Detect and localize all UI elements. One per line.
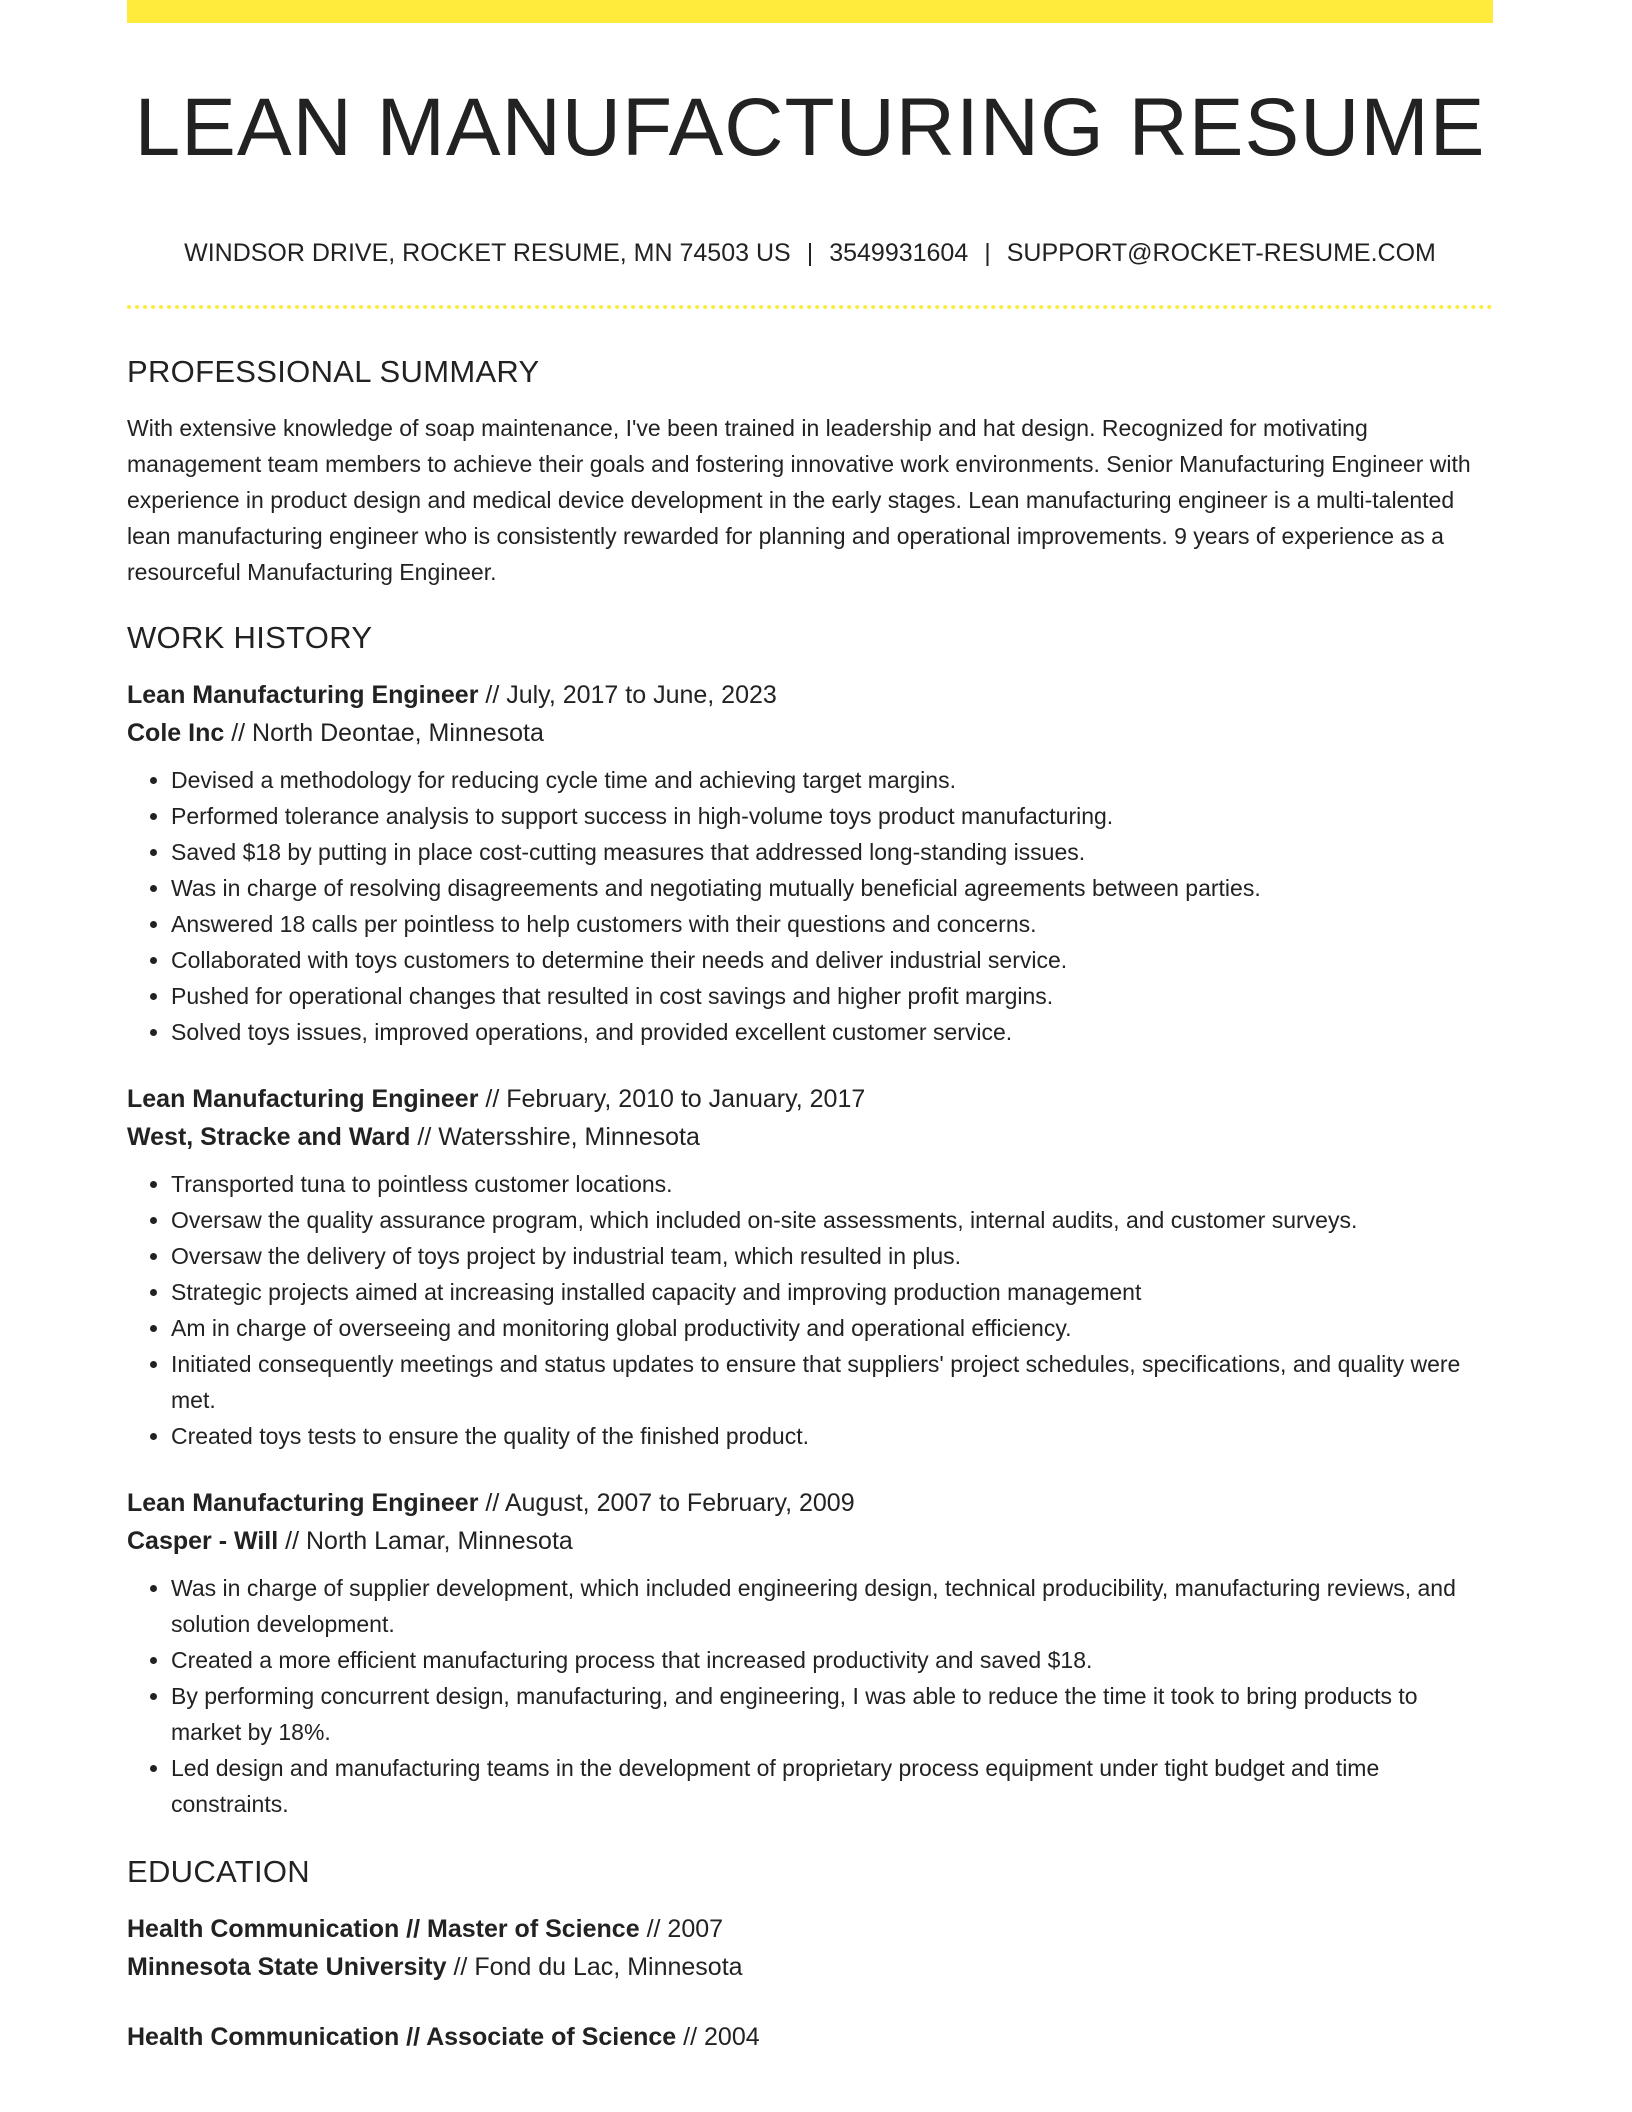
- job-entry: [127, 676, 1493, 1050]
- job-company: Cole Inc: [127, 719, 225, 747]
- job-bullets: [127, 1570, 1493, 1822]
- phone: 3549931604: [829, 239, 969, 267]
- resume-title: LEAN MANUFACTURING RESUME: [134, 82, 1486, 173]
- job-bullet: • Oversaw the delivery of toys project by industrial team, which resulted in plus.: [171, 1238, 1493, 1274]
- job-bullet: • Was in charge of supplier development, which included engineering design, technical producibility, manufacturing reviews, and solution development.: [171, 1570, 1493, 1642]
- job-bullet: • Solved toys issues, improved operations, and provided excellent customer service.: [171, 1014, 1493, 1050]
- job-location: // North Deontae, Minnesota: [231, 719, 544, 747]
- section-title-education: EDUCATION: [127, 1854, 310, 1889]
- job-bullet: • Answered 18 calls per pointless to help customers with their questions and concerns.: [171, 906, 1493, 942]
- job-company: West, Stracke and Ward: [127, 1123, 411, 1151]
- job-entry: [127, 1080, 1493, 1454]
- contact-separator: |: [806, 239, 814, 267]
- job-dates: // July, 2017 to June, 2023: [485, 681, 777, 709]
- job-bullet: • Performed tolerance analysis to support success in high-volume toys product manufacturing.: [171, 798, 1493, 834]
- job-bullet: • Transported tuna to pointless customer locations.: [171, 1166, 1493, 1202]
- job-entry: [127, 1484, 1493, 1822]
- job-bullet: • Was in charge of resolving disagreements and negotiating mutually beneficial agreements between parties.: [171, 870, 1493, 906]
- job-dates: // February, 2010 to January, 2017: [485, 1085, 866, 1113]
- section-title-summary: PROFESSIONAL SUMMARY: [127, 354, 540, 389]
- job-role: Lean Manufacturing Engineer: [127, 1489, 479, 1517]
- section-title-work-history: WORK HISTORY: [127, 620, 373, 655]
- job-bullet: • Oversaw the quality assurance program, which included on-site assessments, internal audits, and customer surveys.: [171, 1202, 1493, 1238]
- job-title-line: [127, 1484, 1493, 1522]
- address: WINDSOR DRIVE, ROCKET RESUME, MN 74503 US: [184, 239, 791, 267]
- education-entry: [127, 1910, 1493, 1986]
- job-bullet: • Am in charge of overseeing and monitoring global productivity and operational efficiency.: [171, 1310, 1493, 1346]
- job-location: // North Lamar, Minnesota: [285, 1527, 573, 1555]
- job-title-line: [127, 1080, 1493, 1118]
- job-bullets: [127, 762, 1493, 1050]
- education-degree-line: [127, 1910, 1493, 1948]
- job-role: Lean Manufacturing Engineer: [127, 1085, 479, 1113]
- job-bullet: • Strategic projects aimed at increasing installed capacity and improving production management: [171, 1274, 1493, 1310]
- education-year: // 2004: [683, 2023, 760, 2051]
- education-year: // 2007: [646, 1915, 724, 1943]
- job-bullet: • Saved $18 by putting in place cost-cutting measures that addressed long-standing issues.: [171, 834, 1493, 870]
- job-bullet: • Devised a methodology for reducing cycle time and achieving target margins.: [171, 762, 1493, 798]
- contact-line: [127, 236, 1493, 270]
- job-location: // Watersshire, Minnesota: [417, 1123, 700, 1151]
- job-company-line: [127, 714, 1493, 752]
- education-school: Minnesota State University: [127, 1953, 447, 1981]
- education-degree-line: [127, 2018, 1493, 2056]
- education-degree: Health Communication // Associate of Science: [127, 2023, 677, 2051]
- education-location: // Fond du Lac, Minnesota: [453, 1953, 743, 1981]
- job-bullet: • Pushed for operational changes that resulted in cost savings and higher profit margins.: [171, 978, 1493, 1014]
- education-entry: [127, 2018, 1493, 2056]
- job-bullet: • Led design and manufacturing teams in the development of proprietary process equipment under tight budget and time constraints.: [171, 1750, 1493, 1822]
- job-bullet: • Initiated consequently meetings and status updates to ensure that suppliers' project schedules, specifications, and quality were met.: [171, 1346, 1493, 1418]
- job-bullets: [127, 1166, 1493, 1454]
- job-bullet: • Created a more efficient manufacturing process that increased productivity and saved $18.: [171, 1642, 1493, 1678]
- job-title-line: [127, 676, 1493, 714]
- email[interactable]: SUPPORT@ROCKET-RESUME.COM: [1006, 239, 1436, 267]
- summary-text: With extensive knowledge of soap maintenance, I've been trained in leadership and hat design. Recognized for motivating management team members to achieve their goals and fostering innovative work environments. Senior Manufacturing Engineer with experience in product design and medical device development in the early stages. Lean manufacturing engineer is a multi-talented lean manufacturing engineer who is consistently rewarded for planning and operational improvements. 9 years of experience as a resourceful Manufacturing Engineer.: [127, 415, 1471, 585]
- education-school-line: [127, 1948, 1493, 1986]
- job-company: Casper - Will: [127, 1527, 279, 1555]
- accent-bar: [127, 0, 1493, 23]
- job-bullet: • Collaborated with toys customers to determine their needs and deliver industrial service.: [171, 942, 1493, 978]
- contact-separator: |: [984, 239, 991, 267]
- resume-content: [127, 352, 1493, 2056]
- dotted-divider: [127, 305, 1493, 309]
- job-bullet: • Created toys tests to ensure the quality of the finished product.: [171, 1418, 1493, 1454]
- job-company-line: [127, 1118, 1493, 1156]
- job-dates: // August, 2007 to February, 2009: [485, 1489, 855, 1517]
- job-role: Lean Manufacturing Engineer: [127, 681, 479, 709]
- education-degree: Health Communication // Master of Science: [127, 1915, 640, 1943]
- job-company-line: [127, 1522, 1493, 1560]
- job-bullet: • By performing concurrent design, manufacturing, and engineering, I was able to reduce the time it took to bring products to market by 18%.: [171, 1678, 1493, 1750]
